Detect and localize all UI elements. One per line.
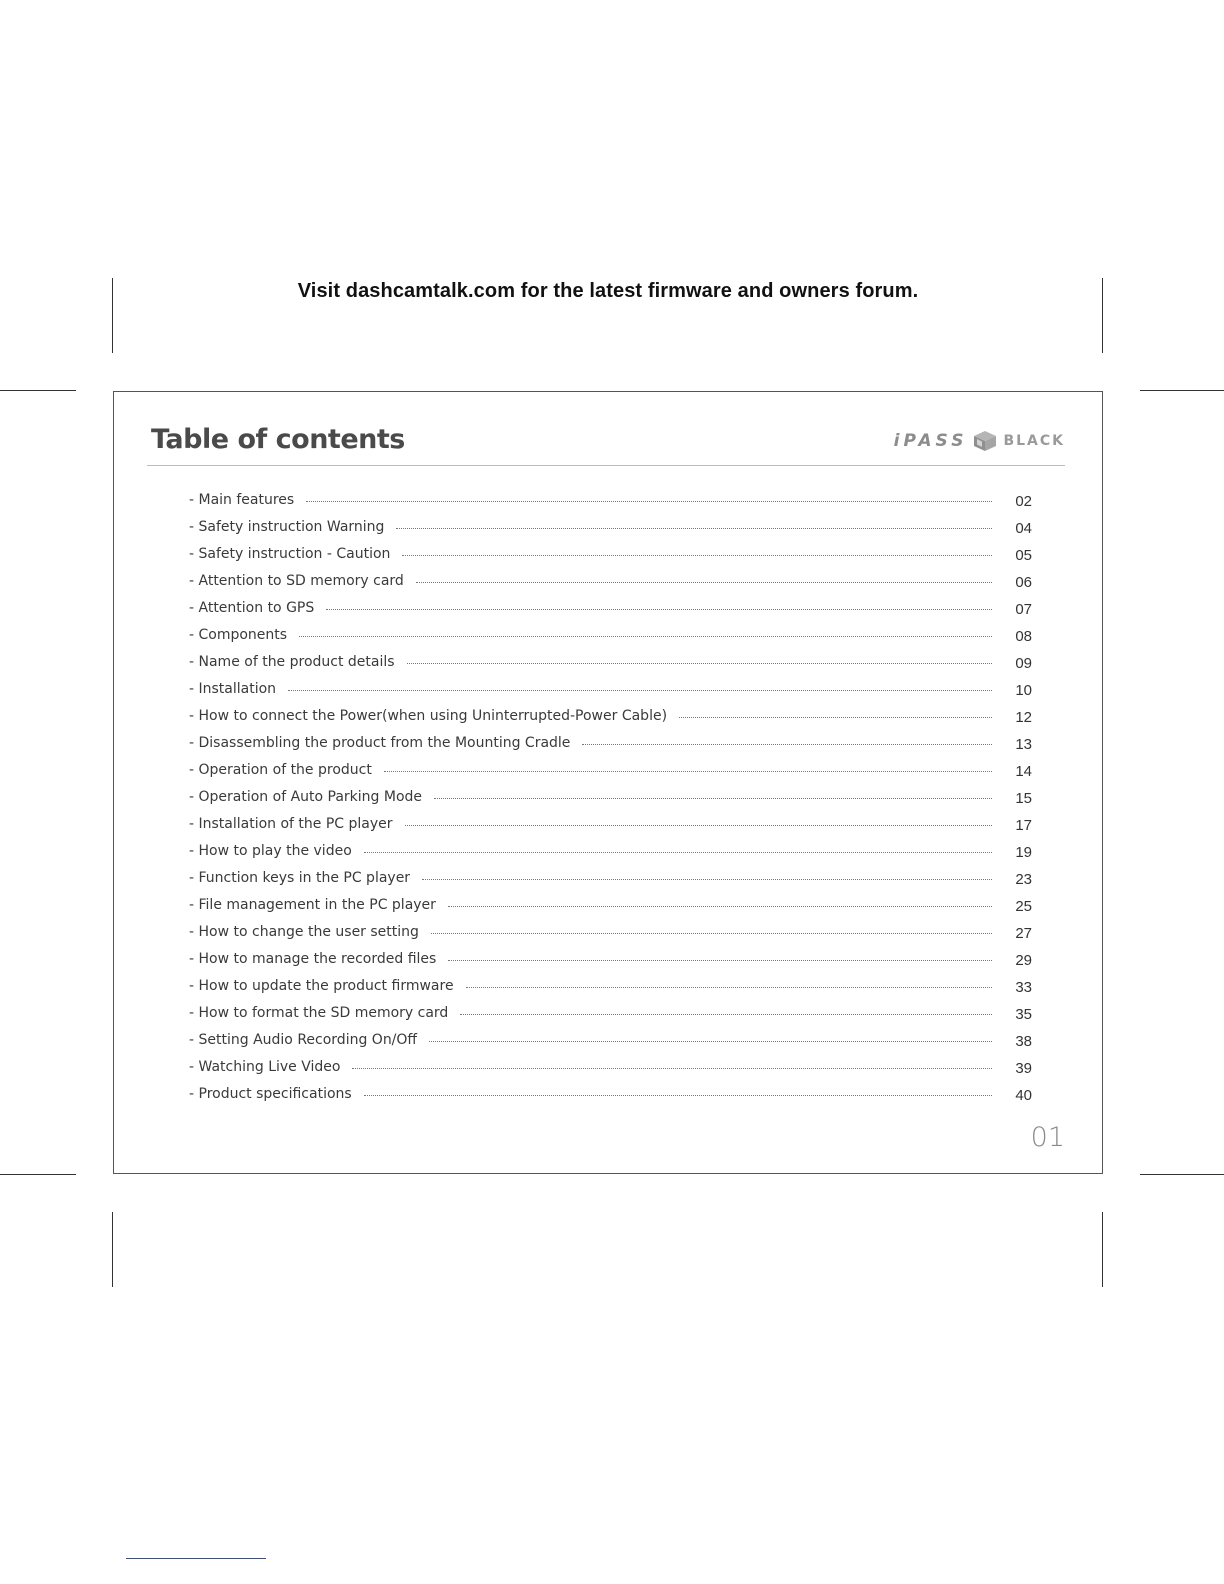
leader-dots (405, 824, 992, 826)
toc-entry[interactable] (189, 702, 1032, 729)
toc-entry[interactable] (189, 567, 1032, 594)
crop-mark-right-lower (1140, 1174, 1224, 1175)
crop-mark-left-upper (0, 390, 76, 391)
toc-entry[interactable] (189, 540, 1032, 567)
toc-entry[interactable] (189, 513, 1032, 540)
toc-entry-label: - Product specifications (189, 1085, 352, 1102)
toc-entry-label: - Safety instruction Warning (189, 518, 385, 535)
toc-entry-page: 15 (1015, 789, 1032, 807)
toc-entry-page: 09 (1015, 654, 1032, 672)
toc-entry-label: - Function keys in the PC player (189, 869, 411, 886)
leader-dots (364, 1094, 992, 1096)
toc-entry-label: - How to format the SD memory card (189, 1004, 449, 1021)
toc-entry[interactable] (189, 594, 1032, 621)
leader-dots (299, 635, 992, 637)
brand-sub: BLACK (1003, 433, 1065, 449)
toc-entry-page: 27 (1015, 924, 1032, 942)
leader-dots (352, 1067, 992, 1069)
brand-logo (894, 430, 1065, 452)
leader-dots (448, 959, 992, 961)
toc-entry[interactable] (189, 729, 1032, 756)
toc-entry-page: 13 (1015, 735, 1032, 753)
toc-entry-page: 19 (1015, 843, 1032, 861)
toc-entry[interactable] (189, 621, 1032, 648)
toc-entry-page: 39 (1015, 1059, 1032, 1077)
leader-dots (326, 608, 992, 610)
leader-dots (416, 581, 992, 583)
toc-entry-label: - How to update the product firmware (189, 977, 454, 994)
toc-entry[interactable] (189, 810, 1032, 837)
page-number: 01 (1030, 1122, 1065, 1153)
toc-entry-label: - Attention to GPS (189, 599, 315, 616)
toc-entry[interactable] (189, 648, 1032, 675)
leader-dots (288, 689, 992, 691)
toc-entry-page: 02 (1015, 492, 1032, 510)
toc-entry[interactable] (189, 675, 1032, 702)
toc-entry[interactable] (189, 1080, 1032, 1107)
toc-entry-label: - How to manage the recorded files (189, 950, 437, 967)
leader-dots (679, 716, 992, 718)
title-divider (147, 465, 1065, 466)
page-title: Table of contents (151, 424, 405, 455)
leader-dots (384, 770, 992, 772)
toc-entry[interactable] (189, 891, 1032, 918)
crop-mark-bottom-left (112, 1212, 113, 1287)
toc-entry-page: 10 (1015, 681, 1032, 699)
firmware-banner: Visit dashcamtalk.com for the latest firmware and owners forum. (297, 280, 919, 302)
leader-dots (429, 1040, 992, 1042)
leader-dots (422, 878, 992, 880)
leader-dots (407, 662, 992, 664)
toc-entry-page: 05 (1015, 546, 1032, 564)
toc-entry-page: 17 (1015, 816, 1032, 834)
leader-dots (582, 743, 992, 745)
leader-dots (460, 1013, 992, 1015)
toc-entry-page: 12 (1015, 708, 1032, 726)
leader-dots (466, 986, 992, 988)
toc-entry[interactable] (189, 1053, 1032, 1080)
toc-entry-label: - Installation (189, 680, 277, 697)
leader-dots (364, 851, 992, 853)
toc-entry[interactable] (189, 999, 1032, 1026)
toc-entry[interactable] (189, 756, 1032, 783)
toc-entry-label: - How to play the video (189, 842, 352, 859)
toc-entry-label: - Operation of the product (189, 761, 372, 778)
leader-dots (396, 527, 992, 529)
toc-list (189, 486, 1032, 1107)
toc-entry-page: 35 (1015, 1005, 1032, 1023)
crop-mark-right-upper (1140, 390, 1224, 391)
crop-mark-bottom-right (1102, 1212, 1103, 1287)
toc-entry-label: - Installation of the PC player (189, 815, 393, 832)
leader-dots (431, 932, 992, 934)
crop-mark-left-lower (0, 1174, 76, 1175)
toc-entry[interactable] (189, 972, 1032, 999)
toc-entry-label: - Watching Live Video (189, 1058, 341, 1075)
toc-entry-page: 06 (1015, 573, 1032, 591)
toc-entry[interactable] (189, 837, 1032, 864)
toc-entry-label: - Safety instruction - Caution (189, 545, 391, 562)
toc-entry-page: 33 (1015, 978, 1032, 996)
leader-dots (448, 905, 992, 907)
toc-entry-label: - File management in the PC player (189, 896, 436, 913)
toc-entry-page: 29 (1015, 951, 1032, 969)
toc-entry[interactable] (189, 864, 1032, 891)
leader-dots (434, 797, 992, 799)
toc-entry-page: 25 (1015, 897, 1032, 915)
toc-entry[interactable] (189, 486, 1032, 513)
toc-entry-label: - Disassembling the product from the Mounting Cradle (189, 734, 571, 751)
toc-entry[interactable] (189, 1026, 1032, 1053)
toc-entry-page: 04 (1015, 519, 1032, 537)
toc-entry-label: - Main features (189, 491, 295, 508)
toc-entry[interactable] (189, 783, 1032, 810)
toc-entry-label: - Components (189, 626, 288, 643)
leader-dots (306, 500, 992, 502)
toc-entry-label: - Name of the product details (189, 653, 395, 670)
brand-name: iPASS (893, 431, 968, 451)
toc-entry-label: - Operation of Auto Parking Mode (189, 788, 423, 805)
toc-entry-label: - How to connect the Power(when using Uninterrupted-Power Cable) (189, 707, 668, 724)
toc-page-frame (113, 391, 1103, 1174)
cube-logo-icon (973, 430, 997, 452)
toc-entry-page: 07 (1015, 600, 1032, 618)
toc-entry-page: 14 (1015, 762, 1032, 780)
toc-entry-page: 23 (1015, 870, 1032, 888)
toc-entry-page: 38 (1015, 1032, 1032, 1050)
toc-entry-page: 08 (1015, 627, 1032, 645)
toc-entry[interactable] (189, 918, 1032, 945)
toc-entry-label: - How to change the user setting (189, 923, 419, 940)
toc-entry[interactable] (189, 945, 1032, 972)
leader-dots (402, 554, 992, 556)
toc-entry-page: 40 (1015, 1086, 1032, 1104)
toc-entry-label: - Attention to SD memory card (189, 572, 404, 589)
footer-link-rule (126, 1558, 266, 1559)
toc-entry-label: - Setting Audio Recording On/Off (189, 1031, 418, 1048)
